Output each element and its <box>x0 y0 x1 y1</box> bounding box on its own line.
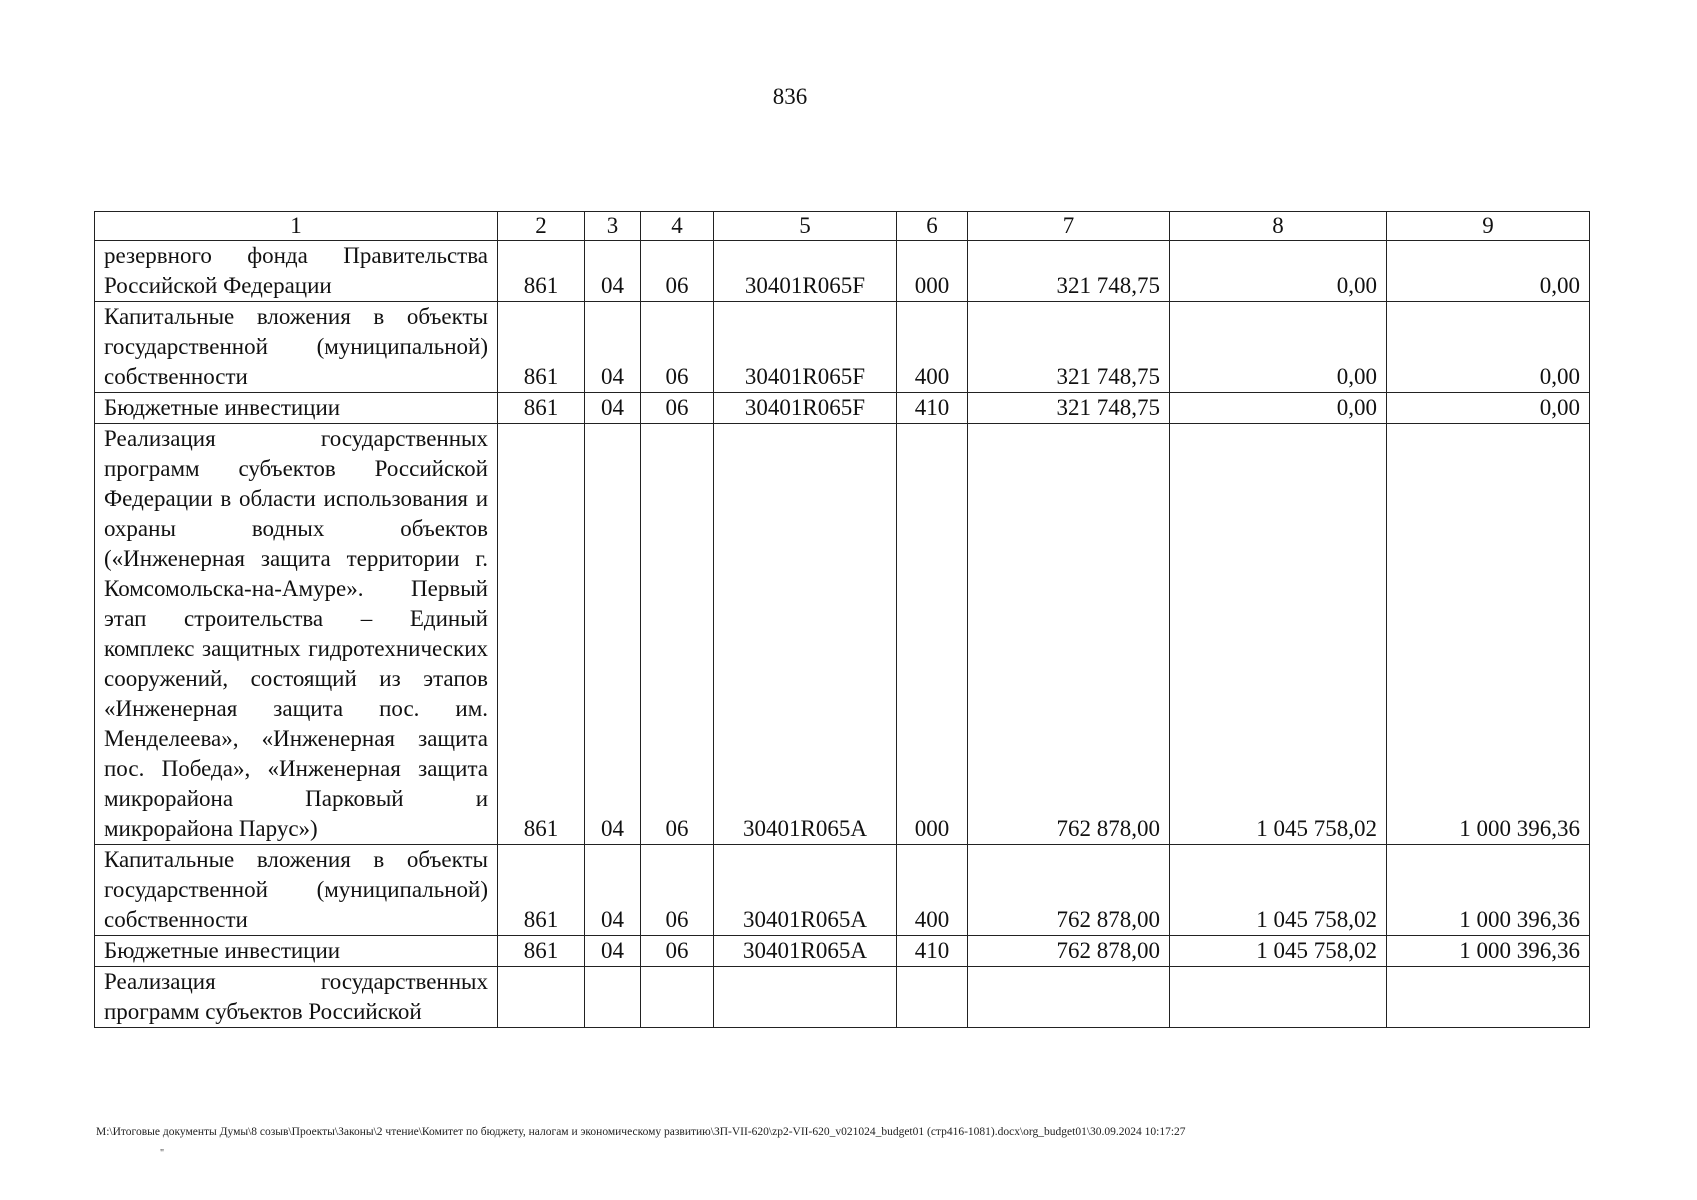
ministry-code: 861 <box>498 393 585 424</box>
table-row <box>95 936 1590 967</box>
expense-type-code: 400 <box>897 845 968 936</box>
table-row <box>95 241 1590 302</box>
column-number: 3 <box>585 212 641 241</box>
section-code: 04 <box>585 936 641 967</box>
row-name: Капитальные вложения в объекты государственной (муниципальной) собственности <box>95 302 498 393</box>
subsection-code: 06 <box>641 302 714 393</box>
row-name: Реализация государственных программ субъектов Российской Федерации в области использования и охраны водных объектов («Инженерная защита территории г. Комсомольска-на-Амуре». Первый этап строительства – Единый комплекс защитных гидротехнических сооружений, состоящий из этапов «Инженерная защита пос. им. Менделеева», «Инженерная защита пос. Победа», «Инженерная защита микрорайона Парковый и микрорайона Парус») <box>95 424 498 845</box>
amount-year-2: 0,00 <box>1170 393 1387 424</box>
expense-type-code <box>897 967 968 1028</box>
expense-type-code: 000 <box>897 424 968 845</box>
target-article-code: 30401R065A <box>714 845 897 936</box>
subsection-code: 06 <box>641 241 714 302</box>
target-article-code: 30401R065F <box>714 302 897 393</box>
ministry-code: 861 <box>498 424 585 845</box>
amount-year-2: 0,00 <box>1170 302 1387 393</box>
column-number: 9 <box>1387 212 1590 241</box>
column-number: 2 <box>498 212 585 241</box>
amount-year-1: 321 748,75 <box>968 393 1170 424</box>
target-article-code: 30401R065F <box>714 393 897 424</box>
row-name: Реализация государственных программ субъектов Российской <box>95 967 498 1028</box>
column-number-row <box>95 212 1590 241</box>
expense-type-code: 400 <box>897 302 968 393</box>
column-number: 7 <box>968 212 1170 241</box>
subsection-code <box>641 967 714 1028</box>
ministry-code: 861 <box>498 302 585 393</box>
amount-year-3 <box>1387 967 1590 1028</box>
amount-year-2: 1 045 758,02 <box>1170 936 1387 967</box>
amount-year-2: 1 045 758,02 <box>1170 424 1387 845</box>
amount-year-2 <box>1170 967 1387 1028</box>
page-number: 836 <box>772 84 808 109</box>
amount-year-3: 1 000 396,36 <box>1387 424 1590 845</box>
amount-year-1: 321 748,75 <box>968 302 1170 393</box>
section-code: 04 <box>585 845 641 936</box>
margin-mark: " <box>160 1148 165 1159</box>
target-article-code: 30401R065A <box>714 424 897 845</box>
subsection-code: 06 <box>641 845 714 936</box>
expense-type-code: 410 <box>897 936 968 967</box>
table-row <box>95 424 1590 845</box>
budget-table <box>94 211 1590 1028</box>
amount-year-1: 762 878,00 <box>968 936 1170 967</box>
column-number: 6 <box>897 212 968 241</box>
section-code: 04 <box>585 241 641 302</box>
amount-year-3: 0,00 <box>1387 393 1590 424</box>
section-code: 04 <box>585 424 641 845</box>
ministry-code: 861 <box>498 845 585 936</box>
section-code <box>585 967 641 1028</box>
row-name: Капитальные вложения в объекты государственной (муниципальной) собственности <box>95 845 498 936</box>
column-number: 4 <box>641 212 714 241</box>
section-code: 04 <box>585 393 641 424</box>
table-row <box>95 393 1590 424</box>
row-name: Бюджетные инвестиции <box>95 936 498 967</box>
subsection-code: 06 <box>641 393 714 424</box>
subsection-code: 06 <box>641 936 714 967</box>
column-number: 5 <box>714 212 897 241</box>
amount-year-3: 0,00 <box>1387 302 1590 393</box>
expense-type-code: 410 <box>897 393 968 424</box>
table-row <box>95 302 1590 393</box>
row-name: Бюджетные инвестиции <box>95 393 498 424</box>
column-number: 1 <box>95 212 498 241</box>
amount-year-2: 1 045 758,02 <box>1170 845 1387 936</box>
table-row <box>95 967 1590 1028</box>
amount-year-1 <box>968 967 1170 1028</box>
target-article-code: 30401R065F <box>714 241 897 302</box>
target-article-code <box>714 967 897 1028</box>
column-number: 8 <box>1170 212 1387 241</box>
amount-year-1: 762 878,00 <box>968 424 1170 845</box>
ministry-code <box>498 967 585 1028</box>
row-name: резервного фонда Правительства Российской Федерации <box>95 241 498 302</box>
ministry-code: 861 <box>498 241 585 302</box>
ministry-code: 861 <box>498 936 585 967</box>
amount-year-2: 0,00 <box>1170 241 1387 302</box>
amount-year-3: 0,00 <box>1387 241 1590 302</box>
amount-year-3: 1 000 396,36 <box>1387 936 1590 967</box>
amount-year-1: 762 878,00 <box>968 845 1170 936</box>
table-row <box>95 845 1590 936</box>
target-article-code: 30401R065A <box>714 936 897 967</box>
amount-year-1: 321 748,75 <box>968 241 1170 302</box>
file-path-footer: M:\Итоговые документы Думы\8 созыв\Проекты\Законы\2 чтение\Комитет по бюджету, налогам и экономическому развитию\ЗП-VII-620\zp2-VII-620_v021024_budget01 (стр416-1081).docx\org_budget01\30.09.2024 10:17:27 <box>96 1126 1186 1138</box>
subsection-code: 06 <box>641 424 714 845</box>
expense-type-code: 000 <box>897 241 968 302</box>
section-code: 04 <box>585 302 641 393</box>
amount-year-3: 1 000 396,36 <box>1387 845 1590 936</box>
